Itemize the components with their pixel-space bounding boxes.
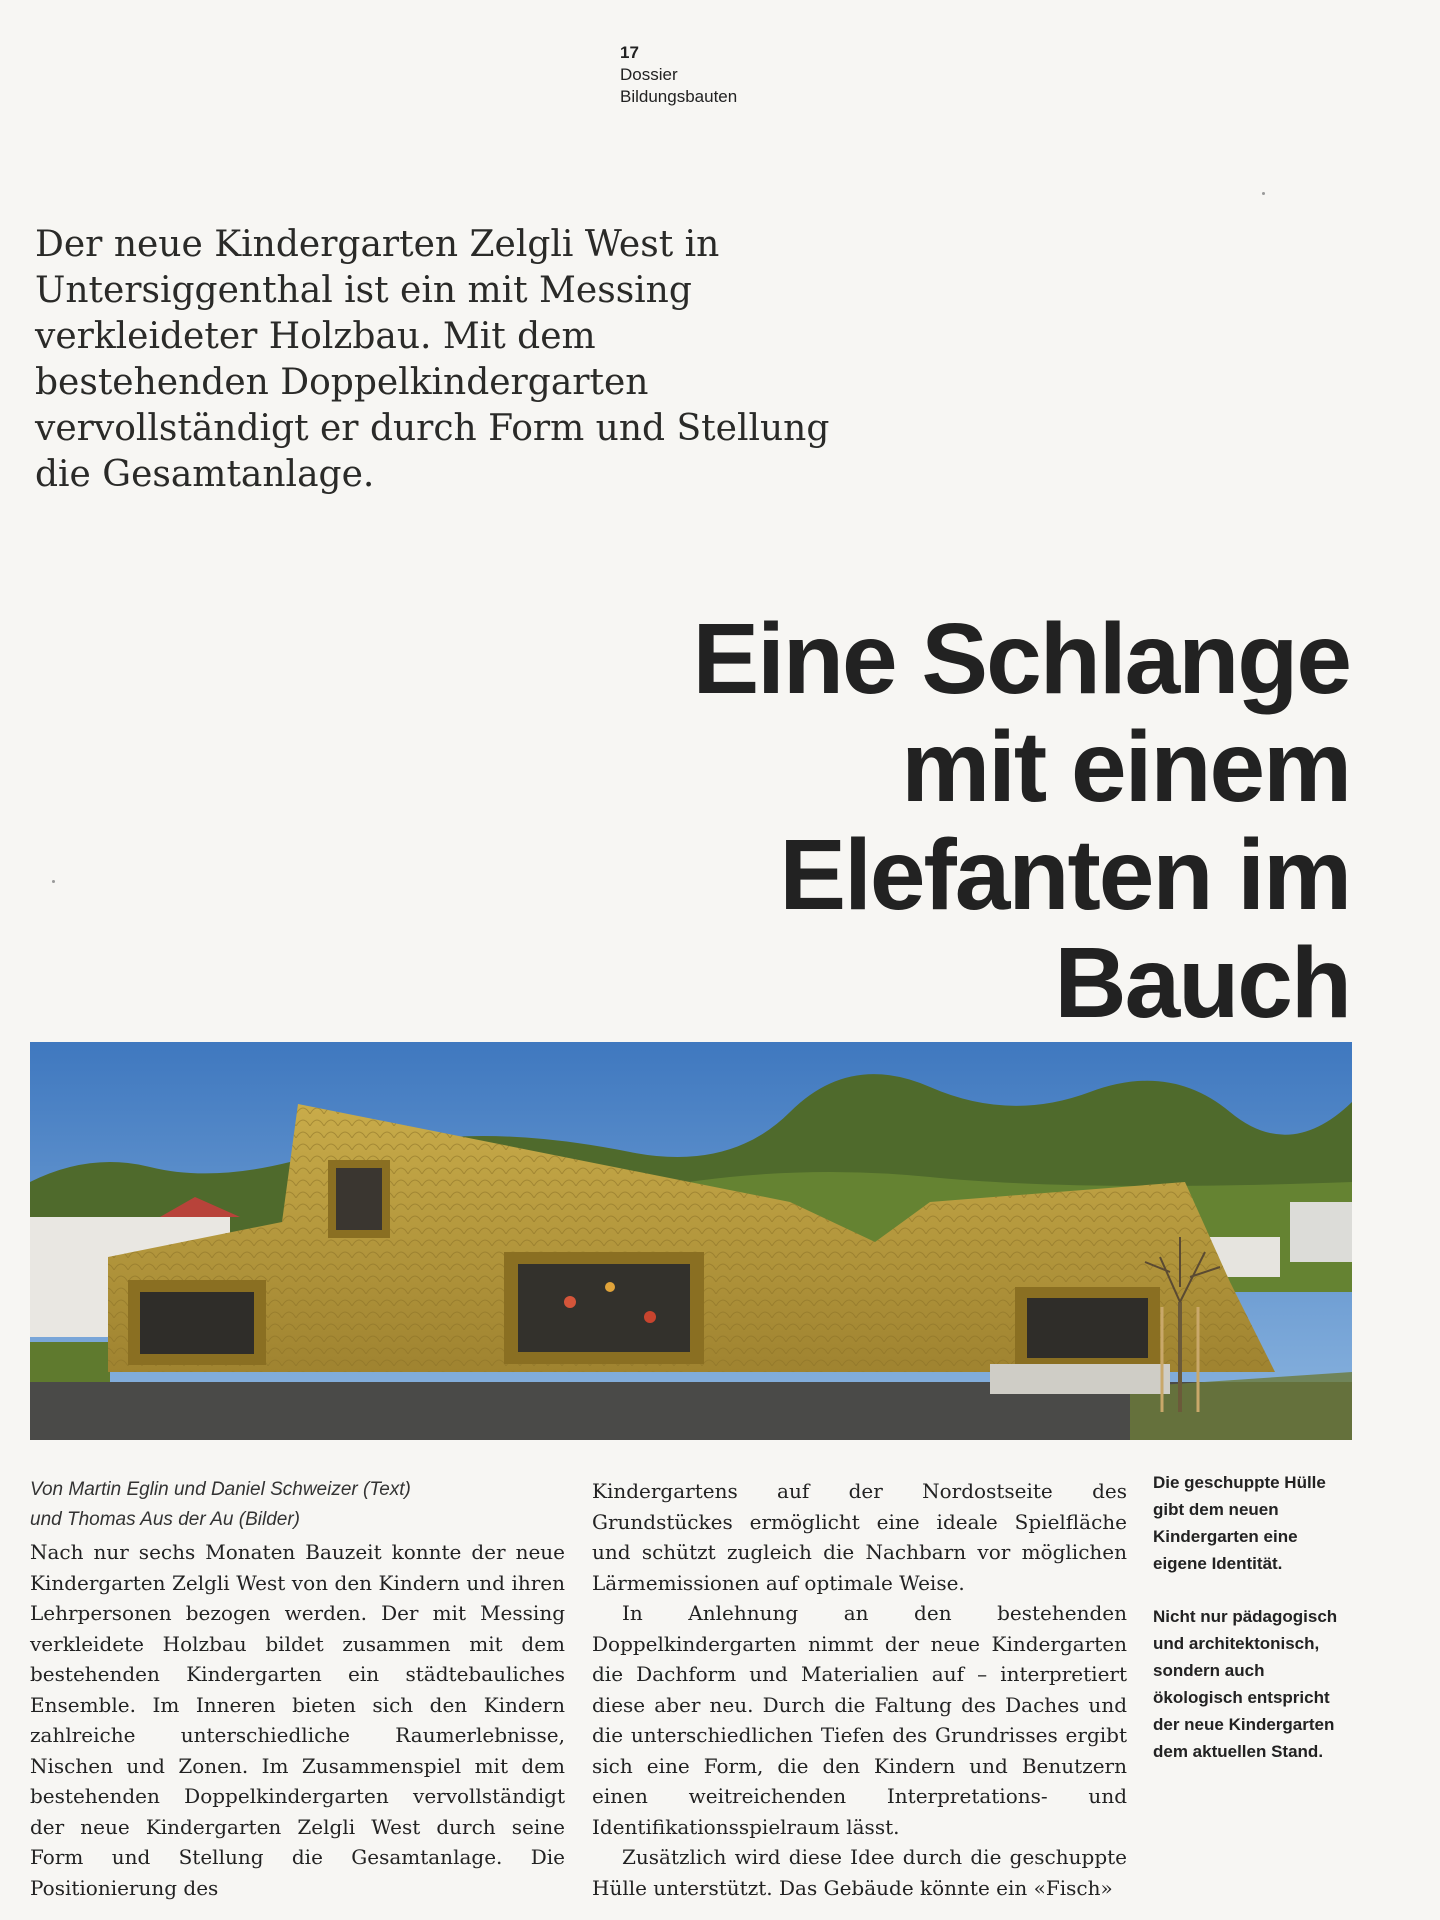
- article-headline: [590, 605, 1350, 1037]
- building-illustration: [30, 1042, 1352, 1440]
- print-mark: [52, 880, 55, 883]
- byline: [30, 1475, 570, 1535]
- building-photo: [30, 1042, 1352, 1440]
- body-paragraph-4: Zusätzlich wird diese Idee durch die geschuppte Hülle unterstützt. Das Gebäude könnte ein «Fisch»: [592, 1845, 1127, 1900]
- subsection-label: Bildungsbauten: [620, 87, 738, 106]
- window-right: [1027, 1298, 1148, 1358]
- body-paragraph-1: Nach nur sechs Monaten Bauzeit konnte der neue Kindergarten Zelgli West von den Kindern und ihren Lehrpersonen bezogen werden. Der mit Messing verkleidete Holzbau bildet zusammen mit dem bestehenden Kindergarten ein städtebauliches Ensemble. Im Inneren bieten sich den Kindern zahlreiche unterschiedliche Raumerlebnisse, Nischen und Zonen. Im Zusammenspiel mit dem bestehenden Doppelkindergarten vervollständigt der neue Kindergarten Zelgli West durch seine Form und Stellung die Gesamtanlage. Die Positionierung des: [30, 1540, 565, 1900]
- body-paragraph-2: Kindergartens auf der Nordostseite des Grundstückes ermöglicht eine ideale Spielfläche und schützt zugleich die Nachbarn vor möglichen Lärmemissionen auf optimale Weise.: [592, 1479, 1127, 1595]
- body-column-1: [30, 1537, 565, 1903]
- body-column-2: [592, 1476, 1127, 1903]
- headline-line-4: Bauch: [1054, 927, 1350, 1039]
- headline-line-3: Elefanten im: [779, 819, 1350, 931]
- page-number: 17: [620, 43, 639, 62]
- body-paragraph-3: In Anlehnung an den bestehenden Doppelkindergarten nimmt der neue Kindergarten die Dachform und Materialien auf – interpretiert diese aber neu. Durch die Faltung des Daches und die unterschiedlichen Tiefen des Grundrisses ergibt sich eine Form, die den Kindern und Benutzern einen weitreichenden Interpretations- und Identifikationsspielraum lässt.: [592, 1601, 1127, 1839]
- byline-authors: Von Martin Eglin und Daniel Schweizer (Text): [30, 1479, 411, 1500]
- headline-line-2: mit einem: [901, 711, 1350, 823]
- headline-line-1: Eine Schlange: [692, 603, 1350, 715]
- byline-photographer: und Thomas Aus der Au (Bilder): [30, 1509, 300, 1530]
- section-label: Dossier: [620, 65, 678, 84]
- window-main: [518, 1264, 690, 1352]
- sidenote-2: Nicht nur pädagogisch und architektonisch, sondern auch ökologisch entspricht der neue Kindergarten dem aktuellen Stand.: [1153, 1607, 1338, 1761]
- print-mark: [1262, 192, 1265, 195]
- window-upper: [336, 1168, 382, 1230]
- window-left: [140, 1292, 254, 1354]
- lead-paragraph: Der neue Kindergarten Zelgli West in Untersiggenthal ist ein mit Messing verkleideter Holzbau. Mit dem bestehenden Doppelkindergarten vervollständigt er durch Form und Stellung die Gesamtanlage.: [35, 224, 830, 495]
- sidenote-1: Die geschuppte Hülle gibt dem neuen Kindergarten eine eigene Identität.: [1153, 1473, 1326, 1573]
- page-header: [620, 42, 737, 108]
- concrete-bench: [990, 1364, 1170, 1394]
